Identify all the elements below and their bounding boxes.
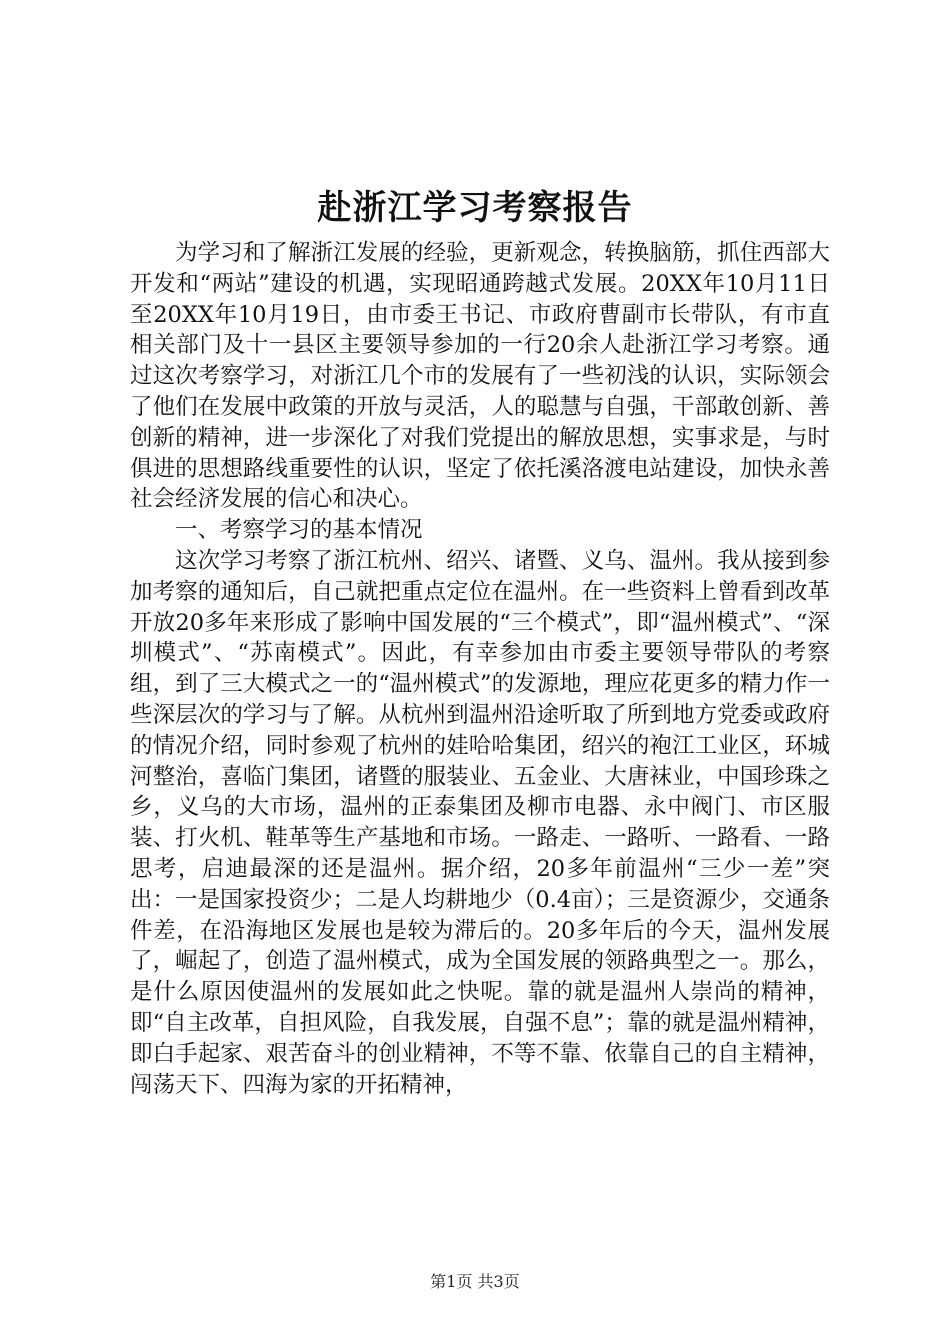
paragraph-intro: 为学习和了解浙江发展的经验，更新观念，转换脑筋，抓住西部大开发和“两站”建设的机遇，实现昭通跨越式发展。20XX年10月11日至20XX年10月19日，由市委王书记、市政府曹副市长带队，有市直相关部门及十一县区主要领导参加的一行20余人赴浙江学习考察。通过这次考察学习，对浙江几个市的发展有了一些初浅的认识，实际领会了他们在发展中政策的开放与灵活，人的聪慧与自强，干部敢创新、善创新的精神，进一步深化了对我们党提出的解放思想，实事求是，与时俱进的思想路线重要性的认识，坚定了依托溪洛渡电站建设，加快永善社会经济发展的信心和决心。 bbox=[130, 240, 830, 513]
section-heading: 一、考察学习的基本情况 bbox=[175, 517, 423, 544]
page-footer: 第1页 共3页 bbox=[430, 1272, 520, 1291]
paragraph-section-1: 这次学习考察了浙江杭州、绍兴、诸暨、义乌、温州。我从接到参加考察的通知后，自己就把重点定位在温州。在一些资料上曾看到改革开放20多年来形成了影响中国发展的“三个模式”，即“温州模式”、“深圳模式”、“苏南模式”。因此，有幸参加由市委主要领导带队的考察组，到了三大模式之一的“温州模式”的发源地，理应花更多的精力作一些深层次的学习与了解。从杭州到温州沿途听取了所到地方党委或政府的情况介绍，同时参观了杭州的娃哈哈集团，绍兴的袍江工业区，环城河整治，喜临门集团，诸暨的服装业、五金业、大唐袜业，中国珍珠之乡，义乌的大市场，温州的正泰集团及柳市电器、永中阀门、市区服装、打火机、鞋革等生产基地和市场。一路走、一路听、一路看、一路思考，启迪最深的还是温州。据介绍，20多年前温州“三少一差”突出：一是国家投资少；二是人均耕地少（0.4亩）；三是资源少，交通条件差，在沿海地区发展也是较为滞后的。20多年后的今天，温州发展了，崛起了，创造了温州模式，成为全国发展的领路典型之一。那么，是什么原因使温州的发展如此之快呢。靠的就是温州人崇尚的精神，即“自主改革，自担风险，自我发展，自强不息”；靠的就是温州精神，即白手起家、艰苦奋斗的创业精神，不等不靠、依靠自己的自主精神，闯荡天下、四海为家的开拓精神， bbox=[130, 547, 830, 1098]
document-body bbox=[130, 238, 830, 1100]
document-title: 赴浙江学习考察报告 bbox=[317, 188, 633, 228]
